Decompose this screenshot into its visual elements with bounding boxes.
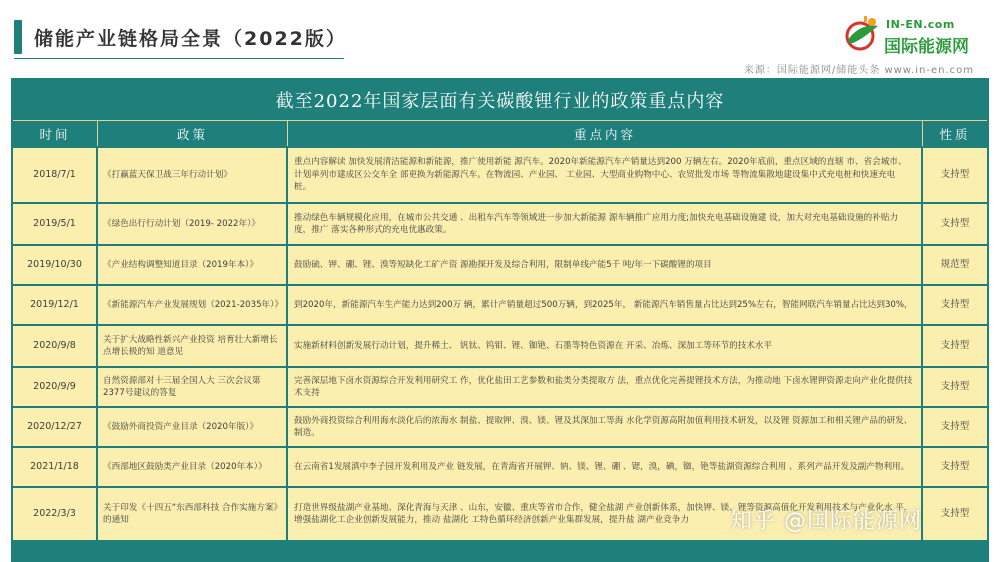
- row-date: 2019/12/1: [13, 286, 98, 324]
- table-row: [13, 244, 987, 284]
- row-type: 支持型: [940, 460, 970, 472]
- page-title: 储能产业链格局全景（2022版）: [34, 27, 347, 50]
- source-note: 来源：国际能源网/储能头条 www.in-en.com: [743, 65, 974, 76]
- row-type: 规范型: [940, 258, 970, 270]
- table-title: 截至2022年国家层面有关碳酸锂行业的政策重点内容: [275, 90, 725, 112]
- row-content: 实施新材料创新发展行动计划，提升稀土、 钒钛、钨钼、锂、铷铯、石墨等特色资源在 开采、冶炼、深加工等环节的技术水平: [288, 326, 923, 366]
- row-policy: 《西部地区鼓励类产业目录（2020年本）》: [98, 448, 288, 486]
- header-date: 时间: [13, 121, 98, 146]
- logo-cn-text: 国际能源网: [884, 37, 969, 57]
- title-accent-bar: [14, 20, 22, 54]
- row-date: 2019/5/1: [13, 204, 98, 244]
- row-policy: 《鼓励外商投资产业目录（2020年版）》: [98, 408, 288, 446]
- table-row: [13, 406, 987, 446]
- row-type: 支持型: [940, 380, 970, 392]
- table-row: [13, 146, 987, 202]
- row-policy: 《产业结构调整知道目录（2019年本）》: [98, 246, 288, 284]
- header-type: 性质: [939, 126, 971, 142]
- row-date: 2018/7/1: [13, 148, 98, 202]
- table-row: [13, 202, 987, 244]
- header-policy: 政策: [98, 121, 288, 146]
- row-content: 到2020年，新能源汽车生产能力达到200万 辆，累计产销量超过500万辆，到2025年， 新能源汽车销售量占比达到25%左右，智能网联汽车销量占比达到30%，: [288, 286, 923, 324]
- row-date: 2021/1/18: [13, 448, 98, 486]
- row-date: 2020/9/9: [13, 368, 98, 406]
- row-content: 重点内容解读 加快发展清洁能源和新能源，推广使用新能 源汽车。2020年新能源汽车产销量达到200 万辆左右。2020年底前，重点区域的直辖 市、省会城市、计划单列市建成区公交车全 部更换为新能源汽车。在物流园、产业园、 工业园、大型商业购物中心、农贸批发市场 等物流集散地建设集中式充电桩和快速充电 桩。: [288, 148, 923, 202]
- row-policy: 关于扩大战略性新兴产业投资 培育壮大新增长点增长极的知 道意见: [98, 326, 288, 366]
- row-policy: 《打赢蓝天保卫战三年行动计划》: [98, 148, 288, 202]
- table-row: [13, 366, 987, 406]
- row-content: 在云南省1发展滇中李子园开发利用及产业 链发展，在青海省开展钾、钠、镁、锂、硼 、锶，溴，碘，铷，铯等盐湖资源综合利用 、系列产品开发及副产物利用。: [288, 448, 923, 486]
- row-policy: 关于印发《十四五“东西部科技 合作实施方案》的通知: [98, 488, 288, 540]
- page-title-block: [14, 18, 484, 56]
- table-body: [13, 146, 987, 540]
- row-policy: 自然资源部对十三届全国人大 三次会议第2377号建议的答复: [98, 368, 288, 406]
- table-header-row: [13, 120, 987, 146]
- row-type: 支持型: [940, 339, 970, 351]
- row-type: 支持型: [940, 217, 970, 229]
- table-row: [13, 324, 987, 366]
- row-type: 支持型: [940, 507, 970, 519]
- logo-leaf-icon: [838, 14, 884, 58]
- row-type: 支持型: [940, 420, 970, 432]
- row-date: 2020/12/27: [13, 408, 98, 446]
- logo-en-text: IN-EN.com: [886, 18, 955, 31]
- in-en-logo: [838, 14, 988, 60]
- header-content: 重点内容: [288, 121, 923, 146]
- row-content: 打造世界级盐湖产业基地、深化青海与天津 、山东，安徽、重庆等省市合作，健全盐湖 产业创新体系，加快钾、镁、锂等资源高值化开发利用技术与产业化水 平，增强盐湖化工企业创新发展能力，推动 盐湖化 工特色循环经济创新产业集群发展，提升盐 湖产业竞争力: [288, 488, 923, 540]
- row-date: 2022/3/3: [13, 488, 98, 540]
- table-row: [13, 284, 987, 324]
- row-content: 完善深层地下卤水资源综合开发利用研究工 作，优化盐田工艺参数和盐类分类提取方 法，重点优化完善提锂技术方法，为推动地 下卤水锂钾资源走向产业化提供技术支持: [288, 368, 923, 406]
- row-type: 支持型: [940, 298, 970, 310]
- row-type: 支持型: [940, 168, 970, 180]
- row-content: 推动绿色车辆规模化应用，在城市公共交通 、出租车汽车等领域进一步加大新能源 源车辆推广应用力度;加快充电基础设施建 设，加大对充电基础设施的补贴力度，推广 落实各种形式的充电优惠政策。: [288, 204, 923, 244]
- zhihu-watermark: 知乎 @国际能源网: [730, 509, 922, 534]
- row-policy: 《绿色出行行动计划（2019- 2022年）》: [98, 204, 288, 244]
- row-policy: 《新能源汽车产业发展规划（2021-2035年）》: [98, 286, 288, 324]
- row-date: 2020/9/8: [13, 326, 98, 366]
- table-row: [13, 446, 987, 486]
- row-content: 鼓励外商投资综合利用海水淡化后的浓海水 制盐、提取钾、溴、镁、锂及其深加工等海 水化学资源高附加值利用技术研发，以及锂 资源加工和相关锂产品的研发、制造。: [288, 408, 923, 446]
- title-underline: [14, 58, 344, 59]
- policy-table: [11, 78, 989, 562]
- row-content: 鼓励硫、钾、硼、锂、溴等短缺化工矿产资 源勘探开发及综合利用，限制单线产能5千 吨/年一下碳酸锂的项目: [288, 246, 923, 284]
- row-date: 2019/10/30: [13, 246, 98, 284]
